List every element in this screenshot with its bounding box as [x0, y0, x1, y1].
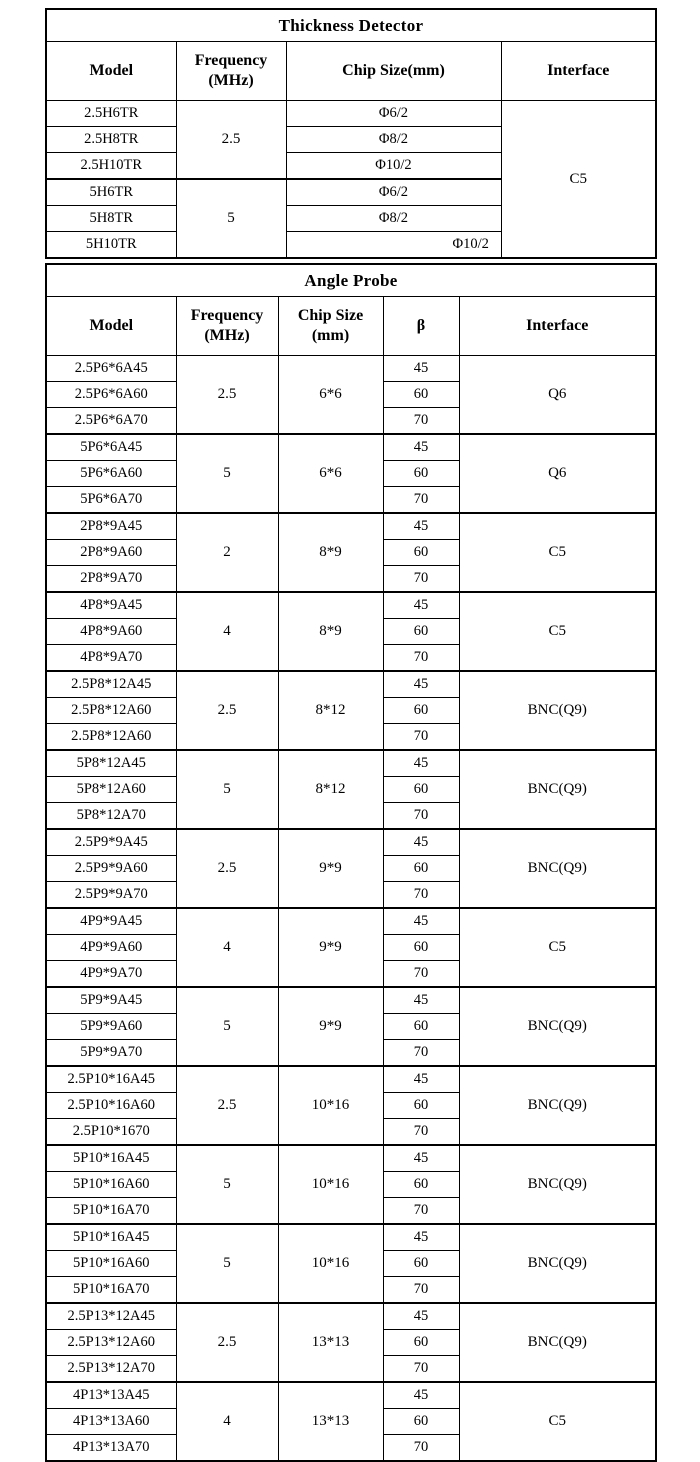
- interface-cell: C5: [459, 592, 656, 671]
- interface-cell: BNC(Q9): [459, 671, 656, 750]
- chip-size-cell: Φ8/2: [286, 127, 501, 153]
- chip-size-cell: 9*9: [278, 987, 383, 1066]
- model-cell: 5P10*16A70: [46, 1277, 176, 1304]
- model-cell: 2.5P8*12A60: [46, 724, 176, 751]
- interface-cell: BNC(Q9): [459, 987, 656, 1066]
- model-cell: 2.5P10*1670: [46, 1119, 176, 1146]
- table-row: [46, 1382, 656, 1409]
- frequency-cell: 5: [176, 434, 278, 513]
- chip-size-cell: Φ10/2: [286, 232, 656, 259]
- table-row: [46, 671, 656, 698]
- chip-size-cell: Φ8/2: [286, 206, 501, 232]
- model-cell: 5P10*16A70: [46, 1198, 176, 1225]
- header-model: Model: [46, 297, 176, 356]
- frequency-cell: 5: [176, 987, 278, 1066]
- model-cell: 2P8*9A45: [46, 513, 176, 540]
- beta-cell: 70: [383, 724, 459, 751]
- model-cell: 2.5P9*9A45: [46, 829, 176, 856]
- beta-cell: 45: [383, 1303, 459, 1330]
- header-chip-size-line2: (mm): [311, 327, 350, 344]
- beta-cell: 60: [383, 1172, 459, 1198]
- beta-cell: 60: [383, 935, 459, 961]
- frequency-cell: 2.5: [176, 1303, 278, 1382]
- beta-cell: 70: [383, 1119, 459, 1146]
- beta-cell: 45: [383, 592, 459, 619]
- model-cell: 2.5P6*6A45: [46, 356, 176, 382]
- thickness-detector-table: [45, 8, 657, 259]
- model-cell: 4P8*9A60: [46, 619, 176, 645]
- beta-cell: 60: [383, 1251, 459, 1277]
- chip-size-cell: 9*9: [278, 829, 383, 908]
- frequency-cell: 5: [176, 1224, 278, 1303]
- beta-cell: 70: [383, 1040, 459, 1067]
- chip-size-cell: 10*16: [278, 1224, 383, 1303]
- beta-cell: 70: [383, 566, 459, 593]
- table-title-row: [46, 9, 656, 42]
- interface-cell: C5: [459, 908, 656, 987]
- model-cell: 4P13*13A45: [46, 1382, 176, 1409]
- header-chip-size: Chip Size(mm): [286, 42, 501, 101]
- model-cell: 2P8*9A60: [46, 540, 176, 566]
- model-cell: 2.5P6*6A70: [46, 408, 176, 435]
- model-cell: 5P8*12A45: [46, 750, 176, 777]
- model-cell: 2.5P9*9A60: [46, 856, 176, 882]
- header-frequency: [176, 297, 278, 356]
- model-cell: 5P10*16A60: [46, 1251, 176, 1277]
- beta-cell: 45: [383, 987, 459, 1014]
- model-cell: 2.5P10*16A60: [46, 1093, 176, 1119]
- model-cell: 2.5H10TR: [46, 153, 176, 180]
- beta-cell: 45: [383, 750, 459, 777]
- interface-cell: BNC(Q9): [459, 1303, 656, 1382]
- chip-size-cell: 8*12: [278, 750, 383, 829]
- beta-cell: 70: [383, 882, 459, 909]
- beta-cell: 70: [383, 408, 459, 435]
- model-cell: 5H6TR: [46, 179, 176, 206]
- header-interface: Interface: [501, 42, 656, 101]
- header-frequency-line1: Frequency: [194, 52, 268, 69]
- chip-size-cell: 6*6: [278, 434, 383, 513]
- beta-cell: 45: [383, 1066, 459, 1093]
- model-cell: 2.5P13*12A60: [46, 1330, 176, 1356]
- beta-cell: 60: [383, 382, 459, 408]
- angle-table-title: Angle Probe: [46, 264, 656, 297]
- model-cell: 5P9*9A45: [46, 987, 176, 1014]
- frequency-cell: 2.5: [176, 356, 278, 435]
- chip-size-cell: 6*6: [278, 356, 383, 435]
- chip-size-cell: 8*9: [278, 513, 383, 592]
- beta-cell: 60: [383, 1014, 459, 1040]
- beta-cell: 60: [383, 619, 459, 645]
- beta-cell: 70: [383, 487, 459, 514]
- header-frequency-line2: (MHz): [208, 72, 254, 89]
- beta-cell: 60: [383, 540, 459, 566]
- model-cell: 2.5P8*12A60: [46, 698, 176, 724]
- chip-size-cell: Φ6/2: [286, 179, 501, 206]
- beta-cell: 45: [383, 1224, 459, 1251]
- beta-cell: 45: [383, 1145, 459, 1172]
- beta-cell: 60: [383, 777, 459, 803]
- angle-probe-table: [45, 263, 657, 1462]
- model-cell: 5P9*9A70: [46, 1040, 176, 1067]
- model-cell: 4P9*9A60: [46, 935, 176, 961]
- table-title-row: [46, 264, 656, 297]
- beta-cell: 70: [383, 1198, 459, 1225]
- model-cell: 4P9*9A70: [46, 961, 176, 988]
- header-beta: β: [383, 297, 459, 356]
- model-cell: 5P8*12A70: [46, 803, 176, 830]
- table-row: [46, 101, 656, 127]
- model-cell: 2.5P13*12A70: [46, 1356, 176, 1383]
- beta-cell: 70: [383, 645, 459, 672]
- model-cell: 2.5H6TR: [46, 101, 176, 127]
- beta-cell: 60: [383, 856, 459, 882]
- table-row: [46, 908, 656, 935]
- table-row: [46, 513, 656, 540]
- table-header-row: [46, 42, 656, 101]
- beta-cell: 45: [383, 356, 459, 382]
- frequency-cell: 2.5: [176, 829, 278, 908]
- table-row: [46, 434, 656, 461]
- interface-cell: BNC(Q9): [459, 750, 656, 829]
- interface-cell: Q6: [459, 434, 656, 513]
- frequency-cell: 4: [176, 592, 278, 671]
- thickness-table-title: Thickness Detector: [46, 9, 656, 42]
- frequency-cell: 5: [176, 179, 286, 258]
- chip-size-cell: 10*16: [278, 1145, 383, 1224]
- table-row: [46, 592, 656, 619]
- interface-cell: C5: [459, 513, 656, 592]
- model-cell: 5P6*6A45: [46, 434, 176, 461]
- interface-cell: Q6: [459, 356, 656, 435]
- model-cell: 5P6*6A70: [46, 487, 176, 514]
- beta-cell: 70: [383, 961, 459, 988]
- header-chip-size-line1: Chip Size: [297, 307, 364, 324]
- beta-cell: 45: [383, 434, 459, 461]
- table-row: [46, 356, 656, 382]
- model-cell: 2.5P10*16A45: [46, 1066, 176, 1093]
- frequency-cell: 5: [176, 750, 278, 829]
- model-cell: 4P8*9A70: [46, 645, 176, 672]
- beta-cell: 70: [383, 1435, 459, 1462]
- chip-size-cell: Φ10/2: [286, 153, 501, 180]
- interface-cell: BNC(Q9): [459, 1145, 656, 1224]
- beta-cell: 60: [383, 1409, 459, 1435]
- interface-cell: C5: [459, 1382, 656, 1461]
- beta-cell: 60: [383, 461, 459, 487]
- model-cell: 2.5P6*6A60: [46, 382, 176, 408]
- beta-cell: 60: [383, 1330, 459, 1356]
- header-frequency-line1: Frequency: [190, 307, 264, 324]
- model-cell: 2.5P9*9A70: [46, 882, 176, 909]
- header-interface: Interface: [459, 297, 656, 356]
- model-cell: 5H8TR: [46, 206, 176, 232]
- frequency-cell: 5: [176, 1145, 278, 1224]
- model-cell: 2.5P8*12A45: [46, 671, 176, 698]
- beta-cell: 70: [383, 1277, 459, 1304]
- model-cell: 5P10*16A60: [46, 1172, 176, 1198]
- interface-cell: C5: [501, 101, 656, 259]
- chip-size-cell: 8*12: [278, 671, 383, 750]
- header-model: Model: [46, 42, 176, 101]
- table-row: [46, 750, 656, 777]
- table-row: [46, 987, 656, 1014]
- beta-cell: 45: [383, 513, 459, 540]
- beta-cell: 45: [383, 829, 459, 856]
- table-header-row: [46, 297, 656, 356]
- frequency-cell: 4: [176, 908, 278, 987]
- table-row: [46, 1145, 656, 1172]
- model-cell: 4P13*13A70: [46, 1435, 176, 1462]
- interface-cell: BNC(Q9): [459, 1066, 656, 1145]
- header-frequency-line2: (MHz): [204, 327, 250, 344]
- model-cell: 2.5H8TR: [46, 127, 176, 153]
- chip-size-cell: Φ6/2: [286, 101, 501, 127]
- table-row: [46, 232, 656, 259]
- table-row: [46, 1303, 656, 1330]
- model-cell: 5P6*6A60: [46, 461, 176, 487]
- model-cell: 5H10TR: [46, 232, 176, 259]
- header-frequency: [176, 42, 286, 101]
- chip-size-cell: 13*13: [278, 1303, 383, 1382]
- model-cell: 4P9*9A45: [46, 908, 176, 935]
- frequency-cell: 2.5: [176, 1066, 278, 1145]
- model-cell: 5P10*16A45: [46, 1145, 176, 1172]
- beta-cell: 45: [383, 1382, 459, 1409]
- beta-cell: 70: [383, 803, 459, 830]
- model-cell: 5P8*12A60: [46, 777, 176, 803]
- interface-cell: BNC(Q9): [459, 1224, 656, 1303]
- beta-cell: 60: [383, 698, 459, 724]
- frequency-cell: 2: [176, 513, 278, 592]
- table-row: [46, 829, 656, 856]
- table-row: [46, 1066, 656, 1093]
- beta-cell: 45: [383, 671, 459, 698]
- chip-size-cell: 13*13: [278, 1382, 383, 1461]
- table-row: [46, 1224, 656, 1251]
- model-cell: 2P8*9A70: [46, 566, 176, 593]
- model-cell: 4P8*9A45: [46, 592, 176, 619]
- model-cell: 5P9*9A60: [46, 1014, 176, 1040]
- frequency-cell: 2.5: [176, 101, 286, 180]
- beta-cell: 70: [383, 1356, 459, 1383]
- interface-cell: BNC(Q9): [459, 829, 656, 908]
- header-chip-size: [278, 297, 383, 356]
- beta-cell: 60: [383, 1093, 459, 1119]
- model-cell: 2.5P13*12A45: [46, 1303, 176, 1330]
- model-cell: 4P13*13A60: [46, 1409, 176, 1435]
- chip-size-cell: 9*9: [278, 908, 383, 987]
- beta-cell: 45: [383, 908, 459, 935]
- chip-size-cell: 10*16: [278, 1066, 383, 1145]
- chip-size-cell: 8*9: [278, 592, 383, 671]
- model-cell: 5P10*16A45: [46, 1224, 176, 1251]
- frequency-cell: 4: [176, 1382, 278, 1461]
- frequency-cell: 2.5: [176, 671, 278, 750]
